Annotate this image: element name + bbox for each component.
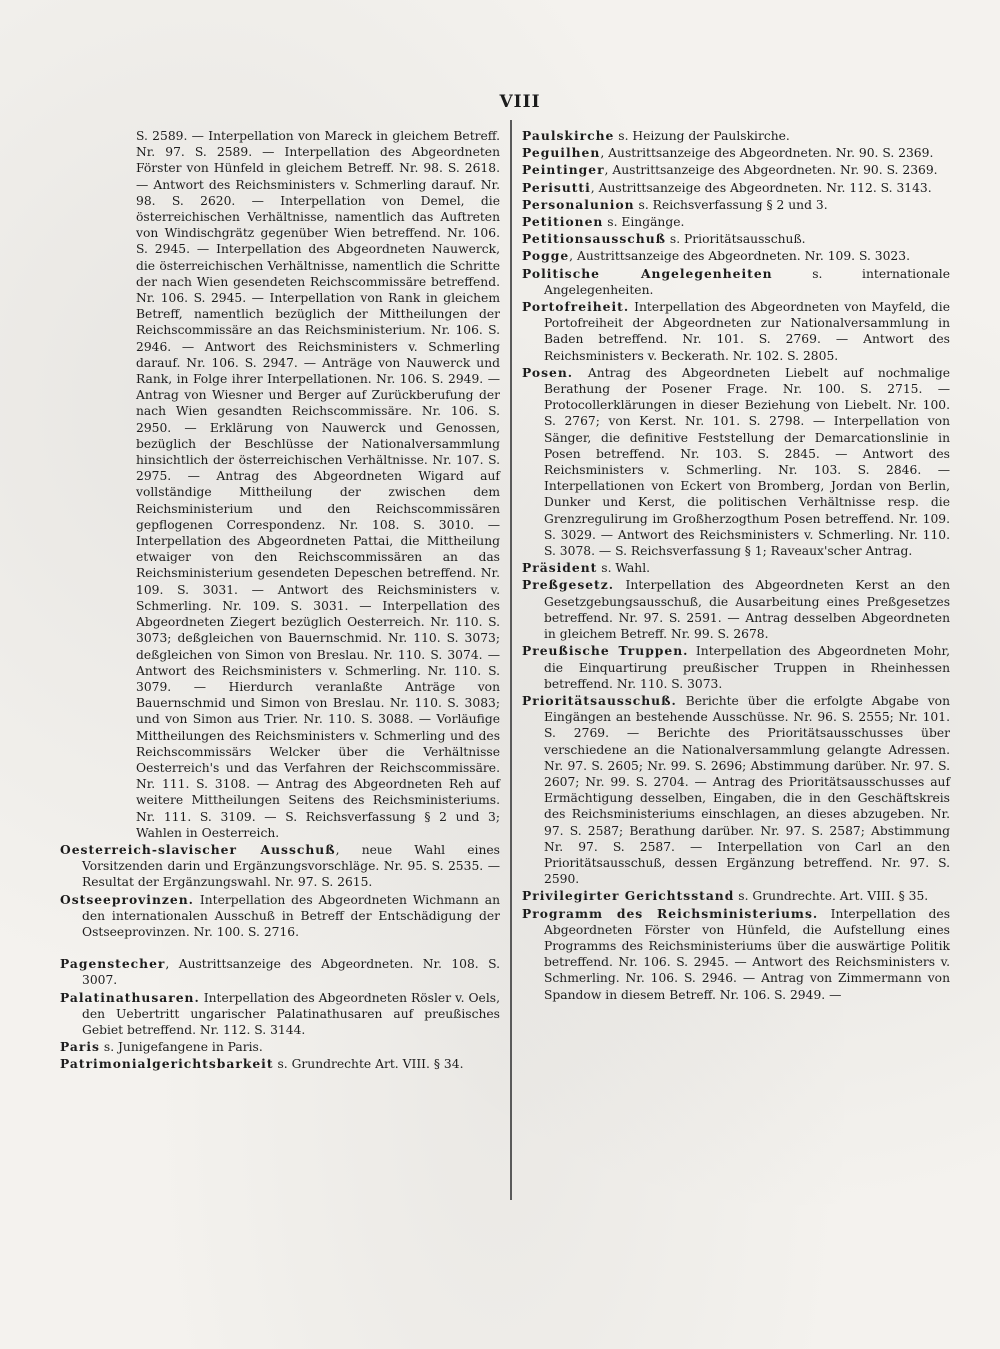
entry-text: , Austrittsanzeige des Abgeordneten. Nr. 90. S. 2369. [600,146,934,161]
entry-text: s. Wahl. [597,561,651,576]
entry-text: Berichte über die erfolgte Abgabe von Eingängen an bestehende Ausschüsse. Nr. 96. S. 2555; Nr. 101. S. 2769. — Berichte des Prioritätsausschusses über verschiedene an die Nationalversammlung gelangte Adressen. Nr. 97. S. 2605; Nr. 99. S. 2696; Abstimmung darüber. Nr. 97. S. 2607; Nr. 99. S. 2704. — Antrag des Prioritätsausschusses auf Ermächtigung desselben, Eingaben, die in den Geschäftskreis des Reichsministeriums einschlagen, an dieses abzugeben. Nr. 97. S. 2587; Berathung darüber. Nr. 97. S. 2587; Abstimmung Nr. 97. S. 2587. — Interpellation von Carl an den Prioritätsausschuß, dessen Ergänzung betreffend. Nr. 97. S. 2590. [544,693,950,887]
right-column [522,128,950,1004]
entry-headword: Prioritätsausschuß. [522,692,677,708]
entry-headword: Petitionsausschuß [522,231,666,247]
entry-text: , neue Wahl eines Vorsitzenden darin und Ergänzungsvorschläge. Nr. 95. S. 2535. — Resultat der Ergänzungswahl. Nr. 97. S. 2615. [82,842,500,890]
index-entry [60,956,500,988]
entry-headword: Personalunion [522,196,635,212]
index-entry [522,248,950,264]
entry-text: s. Reichsverfassung § 2 und 3. [634,197,828,212]
left-column [60,128,500,1074]
entry-headword: Patrimonialgerichtsbarkeit [60,1056,274,1072]
entry-text: s. Grundrechte Art. VIII. § 34. [273,1057,464,1072]
entry-text: Interpellation des Abgeordneten Mohr, die Einquartirung preußischer Truppen in Rheinhessen betreffend. Nr. 110. S. 3073. [544,644,950,691]
entry-headword: Peguilhen [522,145,601,161]
page-number: VIII [499,92,541,112]
entry-headword: Paris [60,1039,100,1055]
entry-text: s. Eingänge. [603,215,685,230]
index-entry [522,266,950,298]
index-entry [522,231,950,247]
entry-headword: Ostseeprovinzen. [60,891,194,907]
index-entry [522,577,950,642]
column-divider [510,120,512,1200]
entry-headword: Pagenstecher [60,956,166,972]
entry-headword: Programm des Reichsministeriums. [522,905,819,921]
index-entry [60,1039,500,1055]
entry-headword: Palatinathusaren. [60,989,200,1005]
index-entry [522,643,950,692]
entry-text: , Austrittsanzeige des Abgeordneten. Nr. 90. S. 2369. [604,163,938,178]
index-entry [60,1056,500,1072]
index-entry [522,560,950,576]
entry-text: Interpellation des Abgeordneten Kerst an den Gesetzgebungsausschuß, die Ausarbeitung eines Preßgesetzes betreffend. Nr. 97. S. 2591. — Antrag desselben Abgeordneten in gleichem Betreff. Nr. 99. S. 2678. [544,578,950,642]
index-entry [522,299,950,364]
entry-text: Interpellation des Abgeordneten Wichmann an den internationalen Ausschuß in Betreff der Entschädigung der Ostseeprovinzen. Nr. 100. S. 2716. [82,892,500,939]
entry-headword: Pogge [522,248,570,264]
entry-text: Antrag des Abgeordneten Liebelt auf nochmalige Berathung der Posener Frage. Nr. 100. S. 2715. — Protocollerklärungen in dieser Beziehung von Liebelt. Nr. 100. S. 2767; von Kerst. Nr. 101. S. 2798. — Interpellation von Sänger, die definitive Feststellung der Demarcationslinie in Posen betreffend. Nr. 103. S. 2845. — Antwort des Reichsministers v. Schmerling. Nr. 103. S. 2846. — Interpellationen von Eckert von Bromberg, Jordan von Berlin, Dunker und Kerst, die politischen Verhältnisse resp. die Grenzregulirung im Großherzogthum Posen betreffend. Nr. 109. S. 3029. — Antwort des Reichsministers v. Schmerling. Nr. 110. S. 3078. — S. Reichsverfassung § 1; Raveaux'scher Antrag. [544,365,950,559]
entry-text: S. 2589. — Interpellation von Mareck in gleichem Betreff. Nr. 97. S. 2589. — Interpellation des Abgeordneten Förster von Hünfeld in gleichem Betreff. Nr. 98. S. 2618. — Antwort des Reichsministers v. Schmerling darauf. Nr. 98. S. 2620. — Interpellation von Demel, die österreichischen Verhältnisse, namentlich das Auftreten von Windischgrätz gegenüber Wien betreffend. Nr. 106. S. 2945. — Interpellation des Abgeordneten Nauwerck, die österreichischen Verhältnisse, namentlich die Schritte der nach Wien gesendeten Reichscommissäre betreffend. Nr. 106. S. 2945. — Interpellation von Rank in gleichem Betreff, namentlich bezüglich der Mittheilungen der Reichscommissäre an das Reichsministerium. Nr. 106. S. 2946. — Antwort des Reichsministers v. Schmerling darauf. Nr. 106. S. 2947. — Anträge von Nauwerck und Rank, in Folge ihrer Interpellationen. Nr. 106. S. 2949. — Antrag von Wiesner und Berger auf Zurückberufung der nach Wien gesandten Reichscommissäre. Nr. 106. S. 2950. — Erklärung von Nauwerck und Genossen, bezüglich der Beschlüsse der Nationalversammlung hinsichtlich der österreichischen Verhältnisse. Nr. 107. S. 2975. — Antrag des Abgeordneten Wigard auf vollständige Mittheilung der zwischen dem Reichsministerium und den Reichscommissären gepflogenen Correspondenz. Nr. 108. S. 3010. — Interpellation des Abgeordneten Pattai, die Mittheilung etwaiger von den Reichscommissären an das Reichsministerium gesendeten Depeschen betreffend. Nr. 109. S. 3031. — Antwort des Reichsministers v. Schmerling. Nr. 109. S. 3031. — Interpellation des Abgeordneten Ziegert bezüglich Oesterreich. Nr. 110. S. 3073; deßgleichen von Bauernschmid. Nr. 110. S. 3073; deßgleichen von Simon von Breslau. Nr. 110. S. 3074. — Antwort des Reichsministers v. Schmerling. Nr. 110. S. 3079. — Hierdurch veranlaßte Anträge von Bauernschmid und Simon von Breslau. Nr. 110. S. 3083; und von Simon aus Trier. Nr. 110. S. 3088. — Vorläufige Mittheilungen des Reichsministers v. Schmerling und des Reichscommissärs Welcker über die Verhältnisse Oesterreich's und das Verfahren der Reichscommissäre. Nr. 111. S. 3108. — Antrag des Abgeordneten Reh auf weitere Mittheilungen Seitens des Reichsministeriums. Nr. 111. S. 3109. — S. Reichsverfassung § 2 und 3; Wahlen in Oesterreich. [136,129,500,840]
entry-headword: Portofreiheit. [522,299,630,315]
index-entry [522,693,950,887]
entry-headword: Privilegirter Gerichtsstand [522,888,735,904]
index-entry [522,365,950,559]
entry-text: s. Heizung der Paulskirche. [614,129,790,143]
index-entry [522,128,950,144]
entry-headword: Preßgesetz. [522,577,615,593]
entry-headword: Preußische Truppen. [522,643,689,659]
index-entry [60,128,500,841]
index-entry [522,197,950,213]
entry-text: , Austrittsanzeige des Abgeordneten. Nr. 109. S. 3023. [569,249,910,264]
index-entry [522,888,950,904]
entry-text: , Austrittsanzeige des Abgeordneten. Nr. 108. S. 3007. [82,957,500,988]
index-entry [522,214,950,230]
entry-headword: Paulskirche [522,128,615,143]
entry-headword: Präsident [522,560,598,576]
index-entry [522,145,950,161]
entry-headword: Perisutti [522,179,591,195]
index-entry [60,990,500,1039]
index-entry [522,180,950,196]
entry-headword: Petitionen [522,214,604,230]
entry-headword: Peintinger [522,162,605,178]
entry-headword: Posen. [522,364,574,380]
entry-text: Interpellation des Abgeordneten Rösler v. Oels, den Uebertritt ungarischer Palatinathusaren auf preußisches Gebiet betreffend. Nr. 112. S. 3144. [82,990,500,1037]
entry-text: Interpellation des Abgeordneten von Mayfeld, die Portofreiheit der Abgeordneten zur Nationalversammlung in Baden betreffend. Nr. 101. S. 2769. — Antwort des Reichsministers v. Beckerath. Nr. 102. S. 2805. [544,300,950,363]
entry-text: s. Junigefangene in Paris. [99,1040,263,1055]
entry-text: Interpellation des Abgeordneten Förster von Hünfeld, die Aufstellung eines Programms des Reichsministeriums über die auswärtige Politik betreffend. Nr. 106. S. 2945. — Antwort des Reichsministers v. Schmerling. Nr. 106. S. 2946. — Antrag von Zimmermann von Spandow in diesem Betreff. Nr. 106. S. 2949. — [544,906,950,1002]
entry-headword: Oesterreich-slavischer Ausschuß [60,841,336,857]
index-entry [60,842,500,891]
entry-text: s. internationale Angelegenheiten. [544,266,950,297]
index-entry [522,162,950,178]
entry-text: s. Prioritätsausschuß. [665,232,806,247]
entry-text: , Austrittsanzeige des Abgeordneten. Nr. 112. S. 3143. [590,180,932,195]
index-entry [60,892,500,941]
entry-headword: Politische Angelegenheiten [522,265,773,281]
index-entry [522,906,950,1003]
entry-text: s. Grundrechte. Art. VIII. § 35. [734,889,929,904]
